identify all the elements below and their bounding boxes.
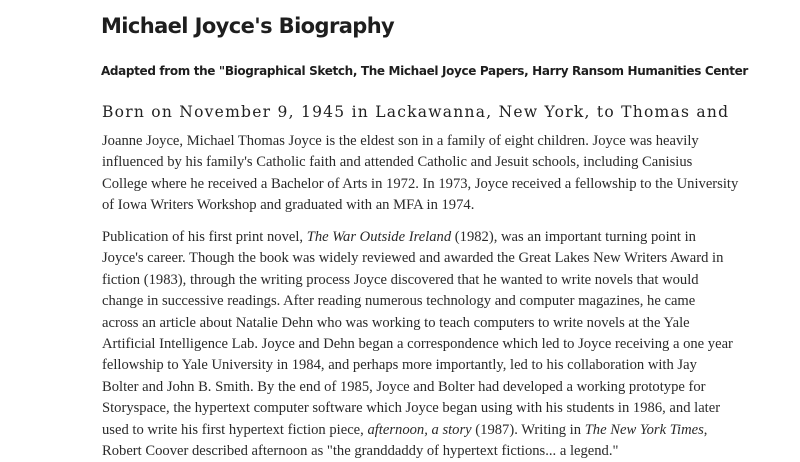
text-segment: (1987). Writing in — [471, 421, 585, 438]
text-line: Bolter and John B. Smith. By the end of 1985, Joyce and Bolter had developed a working prototype for — [102, 378, 706, 395]
page-title: Michael Joyce's Biography — [101, 14, 395, 38]
publication-title: The New York Times — [584, 421, 704, 438]
text-segment: used to write his first hypertext fiction piece, — [102, 421, 368, 438]
text-line: Robert Coover described afternoon as "the granddaddy of hypertext fictions... a legend." — [102, 443, 619, 460]
text-line: Joanne Joyce, Michael Thomas Joyce is the eldest son in a family of eight children. Joyce was heavily — [102, 133, 699, 149]
page-subtitle: Adapted from the "Biographical Sketch, The Michael Joyce Papers, Harry Ransom Humanities Center — [101, 64, 748, 78]
text-line: influenced by his family's Catholic faith and attended Catholic and Jesuit schools, including Canisius — [102, 154, 693, 171]
text-line: College where he received a Bachelor of Arts in 1972. In 1973, Joyce received a fellowship to the University — [102, 175, 739, 192]
text-line: fiction (1983), through the writing process Joyce discovered that he wanted to write novels that would — [102, 271, 699, 288]
text-line: Artificial Intelligence Lab. Joyce and Dehn began a correspondence which led to Joyce receiving a one year — [102, 336, 733, 353]
text-line: of Iowa Writers Workshop and graduated with an MFA in 1974. — [102, 197, 475, 214]
text-line: Joyce's career. Though the book was widely reviewed and awarded the Great Lakes New Writers Award in — [102, 250, 724, 267]
text-line: change in successive readings. After reading numerous technology and computer magazines, he came — [102, 293, 696, 310]
text-segment: Publication of his first print novel, — [102, 229, 307, 245]
text-line: Storyspace, the hypertext computer software which Joyce began using with his students in 1986, and later — [102, 400, 721, 417]
text-line: across an article about Natalie Dehn who was working to teach computers to write novels at the Yale — [102, 314, 690, 331]
lead-line: Born on November 9, 1945 in Lackawanna, New York, to Thomas and — [102, 103, 730, 121]
text-segment: , — [703, 421, 708, 438]
work-title: afternoon, a story — [367, 421, 472, 438]
text-line — [102, 420, 742, 441]
paragraph-early-life — [102, 131, 742, 217]
text-line: fellowship to Yale University in 1984, and perhaps more importantly, led to his collaboration with Jay — [102, 357, 697, 374]
text-line — [102, 227, 742, 248]
book-title: The War Outside Ireland — [306, 229, 452, 245]
text-segment: (1982), was an important turning point in — [451, 229, 696, 245]
paragraph-career — [102, 227, 742, 462]
